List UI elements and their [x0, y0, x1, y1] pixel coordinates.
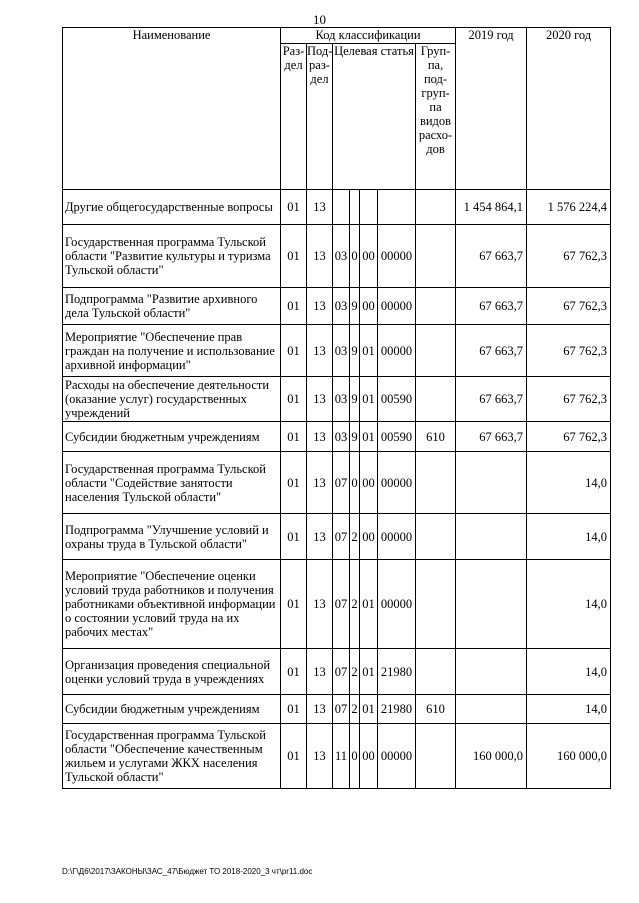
section-code: 01: [281, 724, 307, 789]
direction-code: 00590: [378, 422, 416, 452]
program-code: 07: [333, 649, 350, 695]
row-name: Мероприятие "Обеспечение оценки условий труда работников и получения работниками объективной информации о состоянии условий труда на их рабочих местах": [63, 560, 281, 649]
footer-file-path: D:\Г\Д6\2017\ЗАКОНЫ\ЗАС_47\Бюджет ТО 2018-2020_3 чт\pr11.doc: [62, 867, 313, 876]
expense-group-code: [416, 225, 456, 288]
subsection-code: 13: [307, 325, 333, 377]
direction-code: 00590: [378, 377, 416, 422]
event-code: 01: [360, 422, 378, 452]
section-code: 01: [281, 560, 307, 649]
subprogram-code: 0: [350, 225, 360, 288]
section-code: 01: [281, 225, 307, 288]
row-name: Подпрограмма "Развитие архивного дела Тульской области": [63, 288, 281, 325]
row-name: Государственная программа Тульской области "Обеспечение качественным жильем и услугами ЖКХ населения Тульской области": [63, 724, 281, 789]
event-code: 01: [360, 560, 378, 649]
direction-code: 00000: [378, 288, 416, 325]
subsection-code: 13: [307, 190, 333, 225]
event-code: 01: [360, 695, 378, 724]
direction-code: 00000: [378, 225, 416, 288]
section-code: 01: [281, 695, 307, 724]
table-row: [63, 695, 611, 724]
subprogram-code: 9: [350, 377, 360, 422]
expense-group-code: [416, 452, 456, 514]
direction-code: 00000: [378, 560, 416, 649]
table-row: [63, 190, 611, 225]
event-code: 01: [360, 377, 378, 422]
program-code: 07: [333, 452, 350, 514]
subsection-code: 13: [307, 377, 333, 422]
header-target-article: Целевая статья: [333, 44, 416, 190]
row-name: Субсидии бюджетным учреждениям: [63, 422, 281, 452]
amount-2020: 1 576 224,4: [527, 190, 611, 225]
row-name: Государственная программа Тульской области "Развитие культуры и туризма Тульской области": [63, 225, 281, 288]
table-row: [63, 514, 611, 560]
header-section: Раз-дел: [281, 44, 307, 190]
section-code: 01: [281, 190, 307, 225]
subsection-code: 13: [307, 422, 333, 452]
direction-code: 00000: [378, 724, 416, 789]
amount-2020: 67 762,3: [527, 225, 611, 288]
amount-2020: 14,0: [527, 560, 611, 649]
expense-group-code: [416, 190, 456, 225]
subsection-code: 13: [307, 288, 333, 325]
amount-2020: 67 762,3: [527, 377, 611, 422]
table-row: [63, 649, 611, 695]
header-year-2019: 2019 год: [456, 28, 527, 190]
amount-2019: [456, 695, 527, 724]
header-subsection: Под-раз-дел: [307, 44, 333, 190]
program-code: 03: [333, 225, 350, 288]
direction-code: 21980: [378, 649, 416, 695]
event-code: 00: [360, 288, 378, 325]
program-code: 03: [333, 422, 350, 452]
amount-2020: 160 000,0: [527, 724, 611, 789]
subprogram-code: 0: [350, 452, 360, 514]
direction-code: 00000: [378, 452, 416, 514]
header-year-2020: 2020 год: [527, 28, 611, 190]
program-code: 03: [333, 288, 350, 325]
row-name: Подпрограмма "Улучшение условий и охраны труда в Тульской области": [63, 514, 281, 560]
subprogram-code: 2: [350, 695, 360, 724]
table-row: [63, 452, 611, 514]
header-code-group: Код классификации: [281, 28, 456, 44]
table-row: [63, 288, 611, 325]
expense-group-code: 610: [416, 695, 456, 724]
direction-code: 00000: [378, 514, 416, 560]
header-expense-group: Груп-па, под-груп-па видов расхо-дов: [416, 44, 456, 190]
amount-2020: 14,0: [527, 514, 611, 560]
amount-2019: 67 663,7: [456, 288, 527, 325]
subprogram-code: 9: [350, 422, 360, 452]
expense-group-code: [416, 325, 456, 377]
amount-2019: 1 454 864,1: [456, 190, 527, 225]
section-code: 01: [281, 377, 307, 422]
program-code: 03: [333, 325, 350, 377]
event-code: 00: [360, 452, 378, 514]
subprogram-code: 2: [350, 560, 360, 649]
row-name: Другие общегосударственные вопросы: [63, 190, 281, 225]
program-code: 07: [333, 514, 350, 560]
amount-2020: 14,0: [527, 695, 611, 724]
amount-2020: 14,0: [527, 649, 611, 695]
table-row: [63, 225, 611, 288]
amount-2019: 160 000,0: [456, 724, 527, 789]
subsection-code: 13: [307, 452, 333, 514]
amount-2019: [456, 560, 527, 649]
direction-code: 21980: [378, 695, 416, 724]
subsection-code: 13: [307, 649, 333, 695]
amount-2020: 14,0: [527, 452, 611, 514]
amount-2019: [456, 649, 527, 695]
subprogram-code: 9: [350, 325, 360, 377]
row-name: Расходы на обеспечение деятельности (оказание услуг) государственных учреждений: [63, 377, 281, 422]
section-code: 01: [281, 649, 307, 695]
table-row: [63, 422, 611, 452]
section-code: 01: [281, 514, 307, 560]
amount-2020: 67 762,3: [527, 325, 611, 377]
section-code: 01: [281, 325, 307, 377]
row-name: Организация проведения специальной оценки условий труда в учреждениях: [63, 649, 281, 695]
direction-code: [378, 190, 416, 225]
section-code: 01: [281, 288, 307, 325]
table-row: [63, 724, 611, 789]
table-row: [63, 377, 611, 422]
expense-group-code: [416, 724, 456, 789]
amount-2019: [456, 514, 527, 560]
expense-group-code: [416, 560, 456, 649]
expense-group-code: [416, 288, 456, 325]
row-name: Субсидии бюджетным учреждениям: [63, 695, 281, 724]
expense-group-code: 610: [416, 422, 456, 452]
section-code: 01: [281, 422, 307, 452]
subsection-code: 13: [307, 514, 333, 560]
row-name: Государственная программа Тульской области "Содействие занятости населения Тульской области": [63, 452, 281, 514]
program-code: [333, 190, 350, 225]
event-code: 00: [360, 514, 378, 560]
amount-2019: 67 663,7: [456, 225, 527, 288]
amount-2020: 67 762,3: [527, 288, 611, 325]
subprogram-code: 2: [350, 649, 360, 695]
direction-code: 00000: [378, 325, 416, 377]
subprogram-code: [350, 190, 360, 225]
subsection-code: 13: [307, 724, 333, 789]
program-code: 07: [333, 560, 350, 649]
amount-2019: 67 663,7: [456, 377, 527, 422]
budget-table: [62, 27, 611, 789]
amount-2019: [456, 452, 527, 514]
program-code: 03: [333, 377, 350, 422]
subprogram-code: 2: [350, 514, 360, 560]
expense-group-code: [416, 377, 456, 422]
amount-2019: 67 663,7: [456, 422, 527, 452]
section-code: 01: [281, 452, 307, 514]
subsection-code: 13: [307, 695, 333, 724]
table-row: [63, 560, 611, 649]
table-row: [63, 325, 611, 377]
expense-group-code: [416, 649, 456, 695]
subsection-code: 13: [307, 560, 333, 649]
event-code: [360, 190, 378, 225]
page-number: 10: [313, 12, 326, 27]
amount-2019: 67 663,7: [456, 325, 527, 377]
subprogram-code: 0: [350, 724, 360, 789]
expense-group-code: [416, 514, 456, 560]
event-code: 00: [360, 724, 378, 789]
amount-2020: 67 762,3: [527, 422, 611, 452]
event-code: 01: [360, 325, 378, 377]
subprogram-code: 9: [350, 288, 360, 325]
event-code: 01: [360, 649, 378, 695]
program-code: 07: [333, 695, 350, 724]
program-code: 11: [333, 724, 350, 789]
header-name: Наименование: [63, 28, 281, 190]
event-code: 00: [360, 225, 378, 288]
row-name: Мероприятие "Обеспечение прав граждан на получение и использование архивной информации": [63, 325, 281, 377]
subsection-code: 13: [307, 225, 333, 288]
